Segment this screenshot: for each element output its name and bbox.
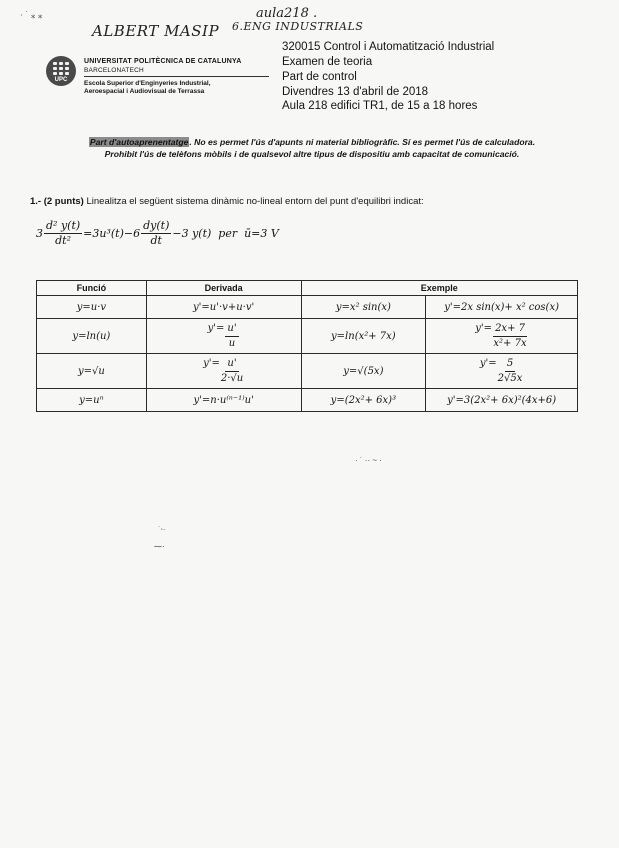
cell-exemple-derivada: y'=2x sin(x)+ x² cos(x)	[426, 296, 578, 319]
exam-room: Aula 218 edifici TR1, de 15 a 18 hores	[282, 100, 478, 112]
upc-logo	[46, 56, 76, 86]
highlighted-section: Part d'autoaprenentatge	[89, 137, 189, 147]
deriv-prefix: y'=	[203, 357, 220, 369]
deriv-prefix: y'=	[475, 322, 493, 334]
cell-derivada	[146, 354, 301, 389]
question-number: 1.- (2 punts)	[30, 196, 84, 207]
deriv-fraction	[498, 357, 523, 386]
table-row	[37, 389, 578, 412]
university-name: UNIVERSITAT POLITÈCNICA DE CATALUNYA	[84, 58, 242, 65]
cell-derivada	[146, 319, 301, 354]
deriv-fraction	[225, 322, 238, 351]
frac-num: 2x+ 7	[493, 322, 527, 337]
handwritten-note-room: aula218 .	[256, 6, 318, 21]
table-row	[37, 296, 578, 319]
logo-text: UPC	[54, 77, 68, 83]
eq-middle: =3u³(t)−6	[83, 227, 141, 240]
frac-den: dt	[150, 234, 162, 247]
cell-exemple: y=(2x²+ 6x)³	[301, 389, 426, 412]
exam-date: Divendres 13 d'abril de 2018	[282, 86, 429, 98]
frac-den: dt²	[55, 234, 72, 247]
header-funcio: Funció	[37, 281, 147, 296]
frac-num: 5	[505, 357, 515, 372]
handwritten-note-degree: 6.ENG INDUSTRIALS	[232, 20, 364, 33]
eq-coef: 3	[36, 227, 43, 240]
divider	[84, 76, 269, 77]
rules-line2: Prohibit l'ús de telèfons mòbils i de qualsevol altre tipus de dispositiu amb capacitat de comunicació.	[104, 149, 520, 159]
handwritten-name: ALBERT MASIP	[92, 22, 220, 40]
deriv-fraction	[221, 357, 243, 386]
frac-den: 2√5x	[497, 372, 523, 384]
cell-exemple: y=√(5x)	[301, 354, 426, 389]
deriv-fraction	[493, 322, 527, 351]
cell-exemple-derivada	[426, 354, 578, 389]
frac-den: 2·√u	[220, 372, 244, 384]
cell-exemple-derivada: y'=3(2x²+ 6x)²(4x+6)	[426, 389, 578, 412]
scan-marks: ⋅ ˙ ⁎ ⁎	[20, 10, 43, 20]
scan-marks: ˙⸱·	[158, 525, 166, 534]
fraction-dy	[141, 219, 171, 248]
exam-rules	[36, 136, 588, 160]
scan-marks: ⁓·	[154, 542, 165, 551]
exam-type: Examen de teoria	[282, 56, 373, 68]
table-row	[37, 319, 578, 354]
university-subtitle: BARCELONATECH	[84, 67, 144, 74]
cell-funcio: y=uⁿ	[37, 389, 147, 412]
frac-den: x²+ 7x	[493, 337, 527, 349]
cell-exemple-derivada	[426, 319, 578, 354]
frac-num: u'	[225, 357, 238, 372]
school-line1: Escola Superior d'Enginyeries Industrial,	[84, 80, 211, 87]
frac-num: dy(t)	[143, 219, 170, 232]
school-line2: Aeroespacial i Audiovisual de Terrassa	[84, 88, 205, 95]
deriv-prefix: y'=	[207, 322, 225, 334]
cell-funcio: y=ln(u)	[37, 319, 147, 354]
cell-funcio: y=u·v	[37, 296, 147, 319]
exam-part: Part de control	[282, 71, 357, 83]
frac-num: d² y(t)	[46, 219, 81, 232]
question-text: Linealitza el següent sistema dinàmic no-lineal entorn del punt d'equilibri indicat:	[83, 196, 424, 207]
logo-dots-icon	[53, 62, 69, 74]
scan-marks: · ˙ ·· ~ ·	[355, 456, 382, 465]
cell-derivada: y'=u'·v+u·v'	[146, 296, 301, 319]
cell-exemple: y=ln(x²+ 7x)	[301, 319, 426, 354]
frac-den: u	[228, 337, 236, 349]
frac-num: u'	[225, 322, 238, 337]
header-derivada: Derivada	[146, 281, 301, 296]
cell-funcio: y=√u	[37, 354, 147, 389]
table-header-row	[37, 281, 578, 296]
rules-line1: . No es permet l'ús d'apunts ni material bibliogràfic. Sí es permet l'ús de calculadora.	[189, 137, 536, 147]
equation	[36, 219, 279, 248]
question-1	[30, 196, 424, 207]
cell-derivada: y'=n·u⁽ⁿ⁻¹⁾u'	[146, 389, 301, 412]
eq-tail: −3 y(t) per ū=3 V	[172, 227, 279, 240]
cell-exemple: y=x² sin(x)	[301, 296, 426, 319]
table-row	[37, 354, 578, 389]
fraction-d2y	[44, 219, 82, 248]
derivatives-table	[36, 280, 578, 412]
header-exemple: Exemple	[301, 281, 578, 296]
school-name	[84, 80, 274, 96]
course-title: 320015 Control i Automatització Industrial	[282, 41, 495, 53]
deriv-prefix: y'=	[479, 357, 497, 369]
